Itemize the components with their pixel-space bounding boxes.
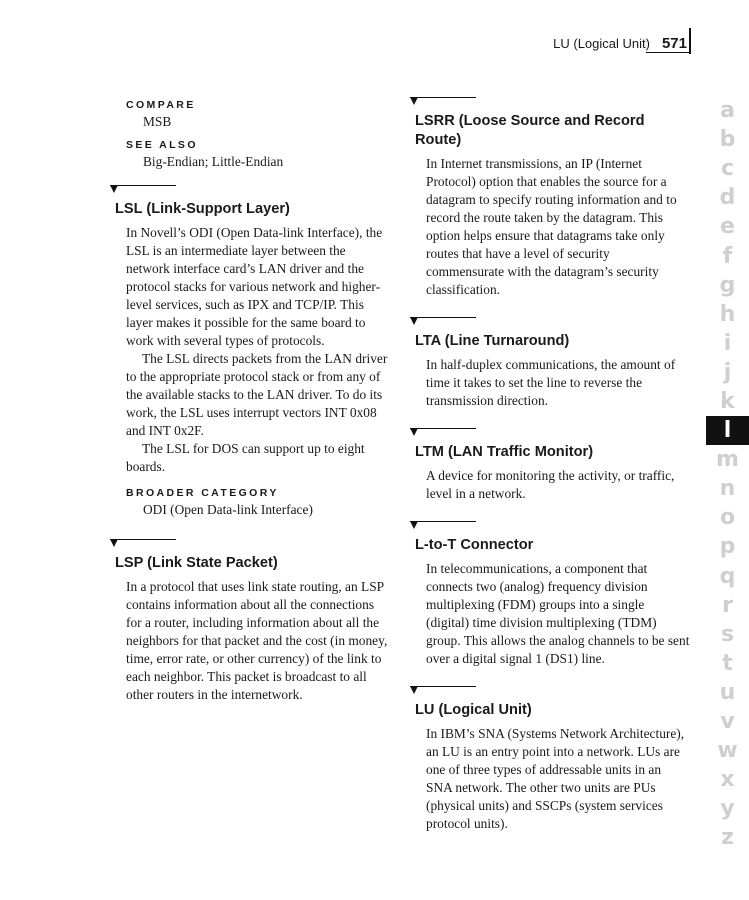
entry-lta (410, 317, 690, 410)
entry-marker (410, 97, 690, 110)
entry-paragraph: In Internet transmissions, an IP (Internet Protocol) option that enables the source for a datagram to specify routing information and to record the route taken by the datagram. This option helps ensure that datagrams take only routes that have a level of security commensurate with the datagram’s security classification. (426, 156, 677, 297)
compare-value: MSB (143, 114, 172, 129)
thumb-letter-d: d (719, 185, 736, 211)
entry-paragraph: The LSL for DOS can support up to eight boards. (126, 441, 365, 474)
compare-label: COMPARE (126, 99, 196, 111)
thumb-letter-g: g (719, 272, 736, 298)
thumb-letter-z: z (721, 825, 734, 851)
thumb-letter-i: i (723, 330, 732, 356)
entry-title: LU (Logical Unit) (415, 702, 532, 718)
entry-lu (410, 686, 690, 833)
entry-paragraph: In IBM’s SNA (Systems Network Architecture), an LU is an entry point into a network. LUs are one of three types of addressable units in an SNA network. The other two units are PUs (physical units) and SSCPs (system services protocol units). (426, 726, 685, 831)
thumb-letter-p: p (719, 534, 736, 560)
thumb-letter-f: f (722, 243, 733, 269)
entry-lsrr (410, 97, 690, 299)
thumb-letter-n: n (719, 476, 736, 502)
header-rule-horizontal (646, 52, 691, 53)
entry-title: L-to-T Connector (415, 537, 534, 553)
thumb-letter-q: q (719, 563, 736, 589)
thumb-letter-u: u (719, 679, 736, 705)
entry-paragraph: In a protocol that uses link state routing, an LSP contains information about all the connections for a router, including information about all the neighbors for that packet and the cost (in money, time, error rate, or other currency) of the link to each neighbor. This packet is broadcast to all other routers in the internetwork. (126, 579, 388, 702)
thumb-letter-y: y (720, 796, 735, 822)
left-column (110, 97, 390, 718)
header-rule-vertical (689, 28, 691, 54)
right-column (410, 97, 690, 847)
entry-paragraph: The LSL directs packets from the LAN driver to the appropriate protocol stack or from any of the available stacks to the LAN driver. To do its work, the LSL uses interrupt vectors INT 0x08 and INT 0x2F. (126, 351, 388, 438)
see-also-value: Big-Endian; Little-Endian (143, 154, 284, 169)
thumb-letter-c: c (720, 156, 735, 182)
broader-category-label: BROADER CATEGORY (126, 487, 279, 499)
thumb-letter-m: m (716, 447, 739, 473)
thumb-index (706, 96, 749, 852)
thumb-letter-s: s (720, 621, 735, 647)
thumb-letter-l: l (706, 416, 749, 445)
entry-paragraph: In Novell’s ODI (Open Data-link Interface), the LSL is an intermediate layer between the network interface card’s LAN driver and the protocol stacks for various network and higher-level services, such as IPX and TCP/IP. This layer makes it possible for the same board to work with several types of protocols. (126, 225, 383, 348)
entry-marker (410, 521, 690, 534)
entry-marker (410, 686, 690, 699)
entry-l-to-t (410, 521, 690, 668)
entry-lsl (110, 185, 390, 519)
entry-title: LSL (Link-Support Layer) (115, 201, 290, 217)
thumb-letter-r: r (722, 592, 733, 618)
entry-marker (410, 317, 690, 330)
running-head (553, 34, 691, 52)
entry-lsp (110, 539, 390, 704)
entry-ltm (410, 428, 690, 503)
entry-paragraph: In telecommunications, a component that connects two (analog) frequency division multiplexing (FDM) groups into a single (digital) time division multiplexing (TDM) group. This allows the analog channels to be sent over a digital signal 1 (DS1) line. (426, 561, 690, 666)
entry-marker (110, 539, 390, 552)
page-number: 571 (661, 34, 687, 52)
entry-title: LSP (Link State Packet) (115, 555, 278, 571)
entry-paragraph: A device for monitoring the activity, or traffic, level in a network. (426, 468, 675, 501)
thumb-letter-t: t (722, 650, 733, 676)
entry-marker (110, 185, 390, 198)
thumb-letter-b: b (719, 127, 736, 153)
thumb-letter-a: a (720, 98, 735, 124)
see-also-label: SEE ALSO (126, 139, 198, 151)
thumb-letter-o: o (719, 505, 736, 531)
entry-title: LTA (Line Turnaround) (415, 333, 570, 349)
entry-title: LTM (LAN Traffic Monitor) (415, 444, 594, 460)
thumb-letter-h: h (719, 301, 736, 327)
running-head-title: LU (Logical Unit) (553, 35, 650, 51)
entry-marker (410, 428, 690, 441)
thumb-letter-w: w (717, 738, 738, 764)
thumb-letter-j: j (723, 359, 732, 385)
entry-paragraph: In half-duplex communications, the amount of time it takes to set the line to reverse the transmission direction. (426, 357, 676, 408)
thumb-letter-x: x (720, 767, 735, 793)
broader-category-value: ODI (Open Data-link Interface) (143, 502, 313, 517)
thumb-letter-v: v (720, 709, 735, 735)
thumb-letter-e: e (720, 214, 735, 240)
entry-title: LSRR (Loose Source and Record Route) (415, 113, 645, 148)
thumb-letter-k: k (720, 388, 735, 414)
